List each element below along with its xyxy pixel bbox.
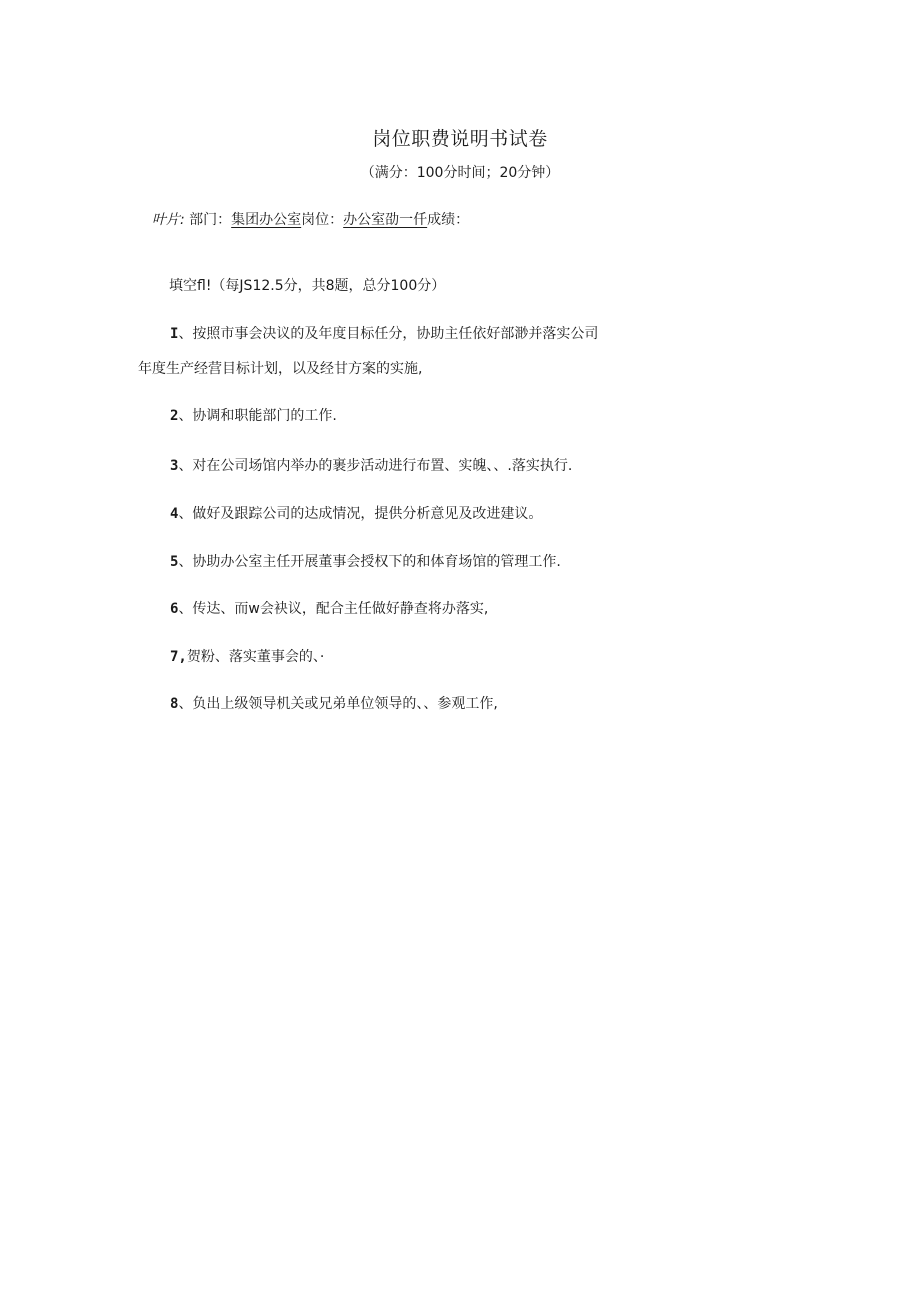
- question-number: 5: [170, 554, 179, 570]
- section-heading: 填空fl!（每JS12.5分，共8题，总分100分）: [169, 278, 446, 294]
- question-item-4: [170, 503, 542, 523]
- question-text: 、负出上级领导机关或兄弟单位领导的、、参观工作,: [178, 696, 498, 712]
- position-label: 岗位：: [301, 212, 344, 228]
- question-number: 6: [170, 601, 179, 617]
- question-text: 、协助办公室主任开展董事会授权下的和体育场馆的管理工作.: [178, 554, 561, 570]
- question-text: 、协调和职能部门的工作.: [178, 408, 337, 424]
- question-number: 3: [170, 458, 179, 474]
- question-text: 、传达、而w会袂议，配合主任做好静查将办落实,: [178, 601, 489, 617]
- question-number: 4: [170, 506, 179, 522]
- department-value: 集团办公室: [231, 212, 302, 228]
- question-text: 、对在公司场馆内举办的裹步活动进行布置、实魄、、.落实执行.: [178, 458, 573, 474]
- question-item-5: [170, 551, 561, 571]
- question-item-3: [170, 455, 572, 475]
- score-label: 成绩：: [427, 212, 470, 228]
- question-number: I: [170, 326, 179, 342]
- question-item-8: [170, 693, 498, 713]
- question-item-6: [170, 598, 488, 618]
- document-title: 岗位职费说明书试卷: [372, 128, 548, 150]
- question-text: 、按照市事会决议的及年度目标任分，协助主任依好部渺并落实公司: [178, 326, 599, 342]
- question-number: 8: [170, 696, 179, 712]
- question-item-7: [170, 646, 324, 666]
- name-label: 叶片:: [152, 212, 185, 228]
- question-item-1-continuation: 年度生产经营目标计划，以及经甘方案的实施,: [138, 361, 423, 377]
- question-text: 、做好及跟踪公司的达成情况，提供分析意见及改进建议。: [178, 506, 543, 522]
- department-label: 部门：: [189, 212, 232, 228]
- question-text: 贺粉、落实董事会的、·: [186, 649, 325, 665]
- question-item-2: [170, 405, 337, 425]
- question-number: 7,: [170, 649, 187, 665]
- question-number: 2: [170, 408, 179, 424]
- header-info-line: [152, 209, 469, 229]
- document-subtitle: （满分：100分时间；20分钟）: [360, 165, 560, 181]
- question-item-1: [170, 323, 598, 343]
- position-value: 办公室劭一仟: [343, 212, 428, 228]
